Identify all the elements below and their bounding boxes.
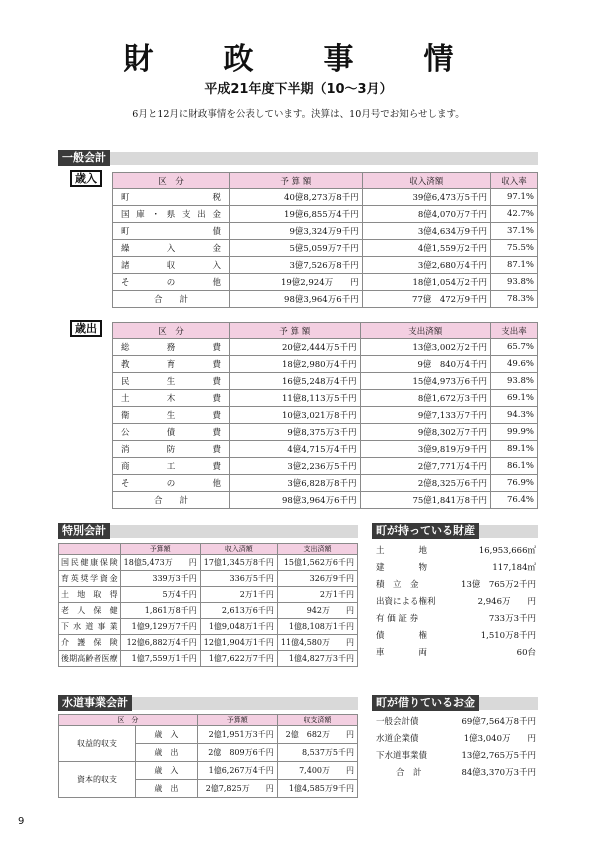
expenditure-actual: 3億9,819万9千円: [360, 441, 491, 458]
revenue-category: その他: [113, 274, 230, 291]
expenditure-actual: 9億 840万4千円: [360, 356, 491, 373]
revenue-actual: 3億2,680万4千円: [362, 257, 490, 274]
asset-value: 16,953,666㎡: [478, 546, 536, 556]
page-subtitle: 平成21年度下半期（10～3月）: [204, 82, 393, 97]
debt-item: [376, 731, 536, 748]
expenditure-rate: 93.8%: [491, 373, 538, 390]
revenue-budget: 19億6,855万4千円: [230, 206, 363, 223]
expenditure-row: [113, 407, 538, 424]
asset-value: 60台: [516, 648, 536, 658]
debt-name: 水道企業債: [376, 734, 419, 744]
expenditure-header-category: 区 分: [113, 323, 230, 339]
debt-name: 下水道事業債: [376, 751, 428, 761]
expenditure-actual: 9億7,133万7千円: [360, 407, 491, 424]
debt-item: [376, 765, 536, 782]
asset-item: [376, 560, 536, 577]
expenditure-row: [113, 339, 538, 356]
page-title: 財 政 事 情: [123, 42, 474, 77]
revenue-actual: 3億4,634万9千円: [362, 223, 490, 240]
expenditure-actual: 2億7,771万4千円: [360, 458, 491, 475]
expenditure-budget: 3億2,236万5千円: [230, 458, 361, 475]
special-header-budget: 予算額: [120, 544, 200, 555]
expenditure-budget: 20億2,444万5千円: [230, 339, 361, 356]
expenditure-actual: 15億4,973万6千円: [360, 373, 491, 390]
expenditure-header-rate: 支出率: [491, 323, 538, 339]
revenue-actual: 39億6,473万5千円: [362, 189, 490, 206]
asset-value: 2,946万 円: [477, 597, 536, 607]
special-row: [59, 635, 358, 651]
water-budget: 2億1,951万3千円: [197, 726, 277, 744]
expenditure-row: [113, 373, 538, 390]
revenue-actual: 8億4,070万7千円: [362, 206, 490, 223]
expenditure-header-budget: 予 算 額: [230, 323, 361, 339]
debt-name: 合 計: [396, 768, 422, 778]
expenditure-rate: 69.1%: [491, 390, 538, 407]
expenditure-rate: 49.6%: [491, 356, 538, 373]
revenue-budget: 5億5,059万7千円: [230, 240, 363, 257]
expenditure-budget: 10億3,021万8千円: [230, 407, 361, 424]
revenue-header-budget: 予 算 額: [230, 173, 363, 189]
asset-name: 積 立 金: [376, 580, 419, 590]
special-row: [59, 651, 358, 667]
debt-value: 1億3,040万 円: [463, 734, 536, 744]
special-row: [59, 587, 358, 603]
water-heading: 水道事業会計: [58, 695, 132, 711]
asset-name: 土 地: [376, 546, 428, 556]
expenditure-total-rate: 76.4%: [491, 492, 538, 509]
special-header-blank: [59, 544, 121, 555]
debt-value: 84億3,370万3千円: [461, 768, 536, 778]
water-row: [59, 726, 358, 744]
asset-name: 出資による権利: [376, 597, 436, 607]
revenue-row: [113, 223, 538, 240]
special-received: 2万1千円: [200, 587, 277, 603]
special-heading: 特別会計: [58, 523, 110, 539]
expenditure-budget: 9億8,375万3千円: [230, 424, 361, 441]
debt-name: 一般会計債: [376, 717, 419, 727]
expenditure-budget: 11億8,113万5千円: [230, 390, 361, 407]
expenditure-row: [113, 424, 538, 441]
revenue-row: [113, 206, 538, 223]
expenditure-total-label: 合 計: [113, 492, 230, 509]
revenue-row: [113, 257, 538, 274]
revenue-tag: 歳入: [70, 170, 102, 187]
expenditure-actual: 13億3,002万2千円: [360, 339, 491, 356]
asset-value: 117,184㎡: [492, 563, 536, 573]
revenue-total-budget: 98億3,964万6千円: [230, 291, 363, 308]
revenue-budget: 3億7,526万8千円: [230, 257, 363, 274]
revenue-budget: 9億3,324万9千円: [230, 223, 363, 240]
special-budget: 12億6,882万4千円: [120, 635, 200, 651]
asset-item: [376, 594, 536, 611]
asset-name: 有 価 証 券: [376, 614, 419, 624]
expenditure-budget: 3億6,828万8千円: [230, 475, 361, 492]
special-spent: 942万 円: [277, 603, 357, 619]
special-account-name: 下水道事業: [59, 619, 121, 635]
debt-item: [376, 714, 536, 731]
general-heading: 一般会計: [58, 150, 110, 166]
water-settled: 2億 682万 円: [277, 726, 357, 744]
special-budget: 1億7,559万1千円: [120, 651, 200, 667]
expenditure-row: [113, 458, 538, 475]
water-budget: 2億7,825万 円: [197, 780, 277, 798]
expenditure-actual: 8億1,672万3千円: [360, 390, 491, 407]
revenue-total-label: 合 計: [113, 291, 230, 308]
general-heading-bar: [58, 152, 538, 165]
debts-heading: 町が借りているお金: [372, 695, 479, 711]
expenditure-total-actual: 75億1,841万8千円: [360, 492, 491, 509]
expenditure-total-row: [113, 492, 538, 509]
expenditure-category: 土木費: [113, 390, 230, 407]
debts-list: [376, 714, 536, 782]
special-budget: 1,861万8千円: [120, 603, 200, 619]
expenditure-category: 公債費: [113, 424, 230, 441]
expenditure-rate: 86.1%: [491, 458, 538, 475]
expenditure-category: 教育費: [113, 356, 230, 373]
debt-value: 69億7,564万8千円: [461, 717, 536, 727]
revenue-rate: 75.5%: [491, 240, 538, 257]
special-spent: 1億4,827万3千円: [277, 651, 357, 667]
special-account-name: 後期高齢者医療: [59, 651, 121, 667]
expenditure-row: [113, 356, 538, 373]
water-table: [58, 714, 358, 798]
water-budget: 2億 809万6千円: [197, 744, 277, 762]
special-received: 1億7,622万7千円: [200, 651, 277, 667]
revenue-row: [113, 240, 538, 257]
expenditure-category: 消防費: [113, 441, 230, 458]
water-settled: 1億4,585万9千円: [277, 780, 357, 798]
asset-name: 債 権: [376, 631, 428, 641]
revenue-budget: 19億2,924万 円: [230, 274, 363, 291]
special-account-name: 国民健康保険: [59, 555, 121, 571]
expenditure-total-budget: 98億3,964万6千円: [230, 492, 361, 509]
revenue-table: [112, 172, 538, 308]
revenue-total-rate: 78.3%: [491, 291, 538, 308]
special-row: [59, 571, 358, 587]
special-header-spent: 支出済額: [277, 544, 357, 555]
asset-value: 13億 765万2千円: [461, 580, 536, 590]
special-budget: 1億9,129万7千円: [120, 619, 200, 635]
water-header-settled: 収支済額: [277, 715, 357, 726]
expenditure-tag: 歳出: [70, 320, 102, 337]
special-row: [59, 555, 358, 571]
water-direction: 歳 入: [136, 726, 198, 744]
revenue-total-row: [113, 291, 538, 308]
revenue-header-category: 区 分: [113, 173, 230, 189]
special-spent: 326万9千円: [277, 571, 357, 587]
water-group-name: 資本的収支: [59, 762, 136, 798]
special-received: 1億9,048万1千円: [200, 619, 277, 635]
special-spent: 1億8,108万1千円: [277, 619, 357, 635]
revenue-category: 町税: [113, 189, 230, 206]
asset-value: 733万3千円: [488, 614, 536, 624]
asset-item: [376, 543, 536, 560]
asset-name: 建 物: [376, 563, 428, 573]
asset-item: [376, 645, 536, 662]
expenditure-table: [112, 322, 538, 509]
intro-text: 6月と12月に財政事情を公表しています。決算は、10月号でお知らせします。: [132, 109, 465, 120]
expenditure-header-spent: 支出済額: [360, 323, 491, 339]
revenue-category: 諸収入: [113, 257, 230, 274]
expenditure-row: [113, 441, 538, 458]
revenue-rate: 37.1%: [491, 223, 538, 240]
asset-value: 1,510万8千円: [480, 631, 536, 641]
revenue-actual: 18億1,054万2千円: [362, 274, 490, 291]
special-account-name: 老人保健: [59, 603, 121, 619]
expenditure-rate: 94.3%: [491, 407, 538, 424]
expenditure-row: [113, 390, 538, 407]
special-received: 12億1,904万1千円: [200, 635, 277, 651]
water-settled: 8,537万5千円: [277, 744, 357, 762]
water-budget: 1億6,267万4千円: [197, 762, 277, 780]
debt-value: 13億2,765万5千円: [461, 751, 536, 761]
special-spent: 15億1,562万6千円: [277, 555, 357, 571]
special-accounts-table: [58, 543, 358, 667]
revenue-total-actual: 77億 472万9千円: [362, 291, 490, 308]
expenditure-rate: 89.1%: [491, 441, 538, 458]
revenue-category: 繰入金: [113, 240, 230, 257]
revenue-rate: 97.1%: [491, 189, 538, 206]
expenditure-row: [113, 475, 538, 492]
special-received: 17億1,345万8千円: [200, 555, 277, 571]
revenue-row: [113, 274, 538, 291]
expenditure-actual: 9億8,302万7千円: [360, 424, 491, 441]
asset-name: 車 両: [376, 648, 428, 658]
water-header-budget: 予算額: [197, 715, 277, 726]
expenditure-category: 衛生費: [113, 407, 230, 424]
special-received: 2,613万6千円: [200, 603, 277, 619]
water-header-category: 区 分: [59, 715, 198, 726]
water-row: [59, 762, 358, 780]
asset-item: [376, 611, 536, 628]
special-spent: 11億4,580万 円: [277, 635, 357, 651]
water-direction: 歳 入: [136, 762, 198, 780]
expenditure-actual: 2億8,325万6千円: [360, 475, 491, 492]
expenditure-category: 総務費: [113, 339, 230, 356]
special-budget: 339万3千円: [120, 571, 200, 587]
water-direction: 歳 出: [136, 780, 198, 798]
revenue-row: [113, 189, 538, 206]
revenue-actual: 4億1,559万2千円: [362, 240, 490, 257]
special-row: [59, 603, 358, 619]
expenditure-budget: 18億2,980万4千円: [230, 356, 361, 373]
special-budget: 5万4千円: [120, 587, 200, 603]
special-header-received: 収入済額: [200, 544, 277, 555]
expenditure-rate: 76.9%: [491, 475, 538, 492]
expenditure-rate: 65.7%: [491, 339, 538, 356]
revenue-header-rate: 収入率: [491, 173, 538, 189]
expenditure-rate: 99.9%: [491, 424, 538, 441]
special-spent: 2万1千円: [277, 587, 357, 603]
assets-list: [376, 543, 536, 662]
revenue-category: 町債: [113, 223, 230, 240]
revenue-budget: 40億8,273万8千円: [230, 189, 363, 206]
revenue-category: 国庫・県支出金: [113, 206, 230, 223]
special-row: [59, 619, 358, 635]
special-account-name: 介護保険: [59, 635, 121, 651]
expenditure-category: 商工費: [113, 458, 230, 475]
asset-item: [376, 628, 536, 645]
asset-item: [376, 577, 536, 594]
special-account-name: 土地取得: [59, 587, 121, 603]
page-number: 9: [18, 816, 25, 827]
special-account-name: 育英奨学資金: [59, 571, 121, 587]
expenditure-category: 民生費: [113, 373, 230, 390]
special-received: 336万5千円: [200, 571, 277, 587]
revenue-header-received: 収入済額: [362, 173, 490, 189]
water-settled: 7,400万 円: [277, 762, 357, 780]
expenditure-budget: 16億5,248万4千円: [230, 373, 361, 390]
expenditure-budget: 4億4,715万4千円: [230, 441, 361, 458]
expenditure-category: その他: [113, 475, 230, 492]
water-direction: 歳 出: [136, 744, 198, 762]
water-group-name: 収益的収支: [59, 726, 136, 762]
revenue-rate: 42.7%: [491, 206, 538, 223]
assets-heading: 町が持っている財産: [372, 523, 479, 539]
debt-item: [376, 748, 536, 765]
revenue-rate: 93.8%: [491, 274, 538, 291]
revenue-rate: 87.1%: [491, 257, 538, 274]
special-budget: 18億5,473万 円: [120, 555, 200, 571]
